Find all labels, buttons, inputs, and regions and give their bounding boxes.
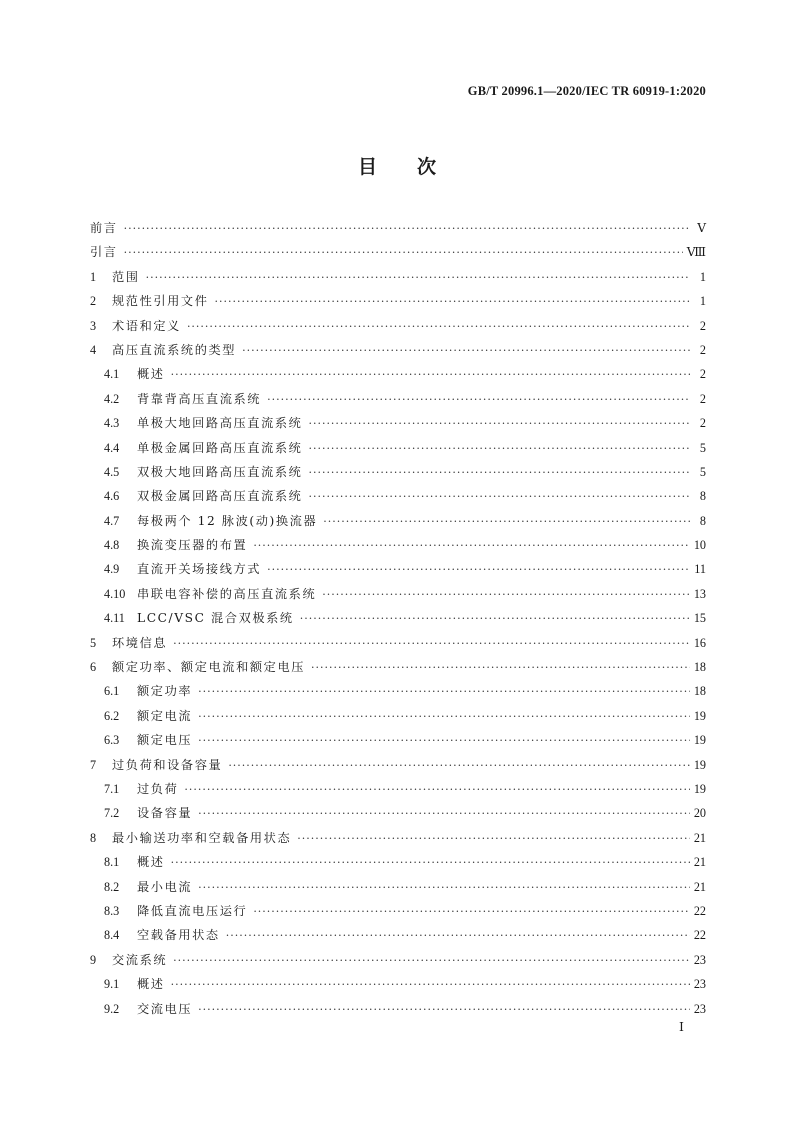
toc-entry-title: 范围 bbox=[112, 269, 140, 284]
toc-entry[interactable] bbox=[90, 655, 706, 679]
toc-entry[interactable] bbox=[90, 460, 706, 484]
toc-entry-page: 1 bbox=[699, 269, 706, 284]
toc-entry-page: 2 bbox=[699, 318, 706, 333]
toc-entry-number: 4.6 bbox=[104, 489, 120, 504]
toc-entry[interactable] bbox=[90, 314, 706, 338]
toc-entry-page: Ⅷ bbox=[686, 245, 706, 260]
toc-entry-title: 双极金属回路高压直流系统 bbox=[137, 489, 303, 504]
toc-entry[interactable] bbox=[90, 387, 706, 411]
toc-entry-number: 4.7 bbox=[104, 513, 120, 528]
toc-entry-page: 5 bbox=[699, 440, 706, 455]
toc-entry-number: 8.4 bbox=[104, 928, 120, 943]
toc-entry-title: 额定功率、额定电流和额定电压 bbox=[112, 660, 306, 675]
toc-dot-leader bbox=[228, 754, 690, 778]
toc-dot-leader bbox=[171, 851, 690, 875]
toc-entry-title: 直流开关场接线方式 bbox=[137, 562, 262, 577]
toc-entry-page: 23 bbox=[693, 977, 706, 992]
toc-entry-title: 规范性引用文件 bbox=[112, 294, 209, 309]
table-of-contents bbox=[90, 216, 706, 1021]
toc-dot-leader bbox=[311, 656, 690, 680]
toc-entry-page: 22 bbox=[693, 928, 706, 943]
toc-entry[interactable] bbox=[90, 679, 706, 703]
toc-entry[interactable] bbox=[90, 923, 706, 947]
toc-entry-title: 高压直流系统的类型 bbox=[112, 342, 237, 357]
toc-dot-leader bbox=[226, 924, 690, 948]
toc-entry-page: 2 bbox=[699, 367, 706, 382]
toc-entry-title: 串联电容补偿的高压直流系统 bbox=[137, 586, 317, 601]
toc-entry-number: 8.1 bbox=[104, 855, 120, 870]
toc-entry-title: 额定功率 bbox=[137, 684, 193, 699]
toc-dot-leader bbox=[171, 363, 690, 387]
toc-dot-leader bbox=[308, 412, 690, 436]
toc-entry-page: 10 bbox=[693, 538, 706, 553]
toc-entry-number: 6.2 bbox=[104, 708, 120, 723]
toc-entry[interactable] bbox=[90, 997, 706, 1021]
toc-entry-page: 18 bbox=[693, 660, 706, 675]
toc-entry-number: 9 bbox=[90, 952, 97, 967]
toc-entry-title: 单极金属回路高压直流系统 bbox=[137, 440, 303, 455]
toc-entry-page: 21 bbox=[693, 855, 706, 870]
toc-entry-number: 4.5 bbox=[104, 464, 120, 479]
toc-entry-title: 概述 bbox=[137, 977, 165, 992]
toc-entry-title: 背靠背高压直流系统 bbox=[137, 391, 262, 406]
toc-entry-number: 4.8 bbox=[104, 538, 120, 553]
toc-entry[interactable] bbox=[90, 704, 706, 728]
page-title: 目次 bbox=[357, 156, 476, 178]
toc-dot-leader bbox=[146, 266, 690, 290]
toc-entry-title: LCC/VSC 混合双极系统 bbox=[137, 611, 294, 626]
toc-dot-leader bbox=[253, 900, 690, 924]
toc-dot-leader bbox=[297, 827, 690, 851]
toc-dot-leader bbox=[198, 876, 690, 900]
toc-entry[interactable] bbox=[90, 777, 706, 801]
toc-dot-leader bbox=[171, 973, 690, 997]
toc-entry-number: 3 bbox=[90, 318, 97, 333]
toc-entry-page: 19 bbox=[693, 757, 706, 772]
toc-entry-number: 4.4 bbox=[104, 440, 120, 455]
toc-entry-title: 交流系统 bbox=[112, 952, 168, 967]
toc-entry-page: 5 bbox=[699, 464, 706, 479]
toc-entry-page: 23 bbox=[693, 1001, 706, 1016]
toc-dot-leader bbox=[198, 998, 690, 1022]
toc-entry[interactable] bbox=[90, 753, 706, 777]
toc-entry[interactable] bbox=[90, 557, 706, 581]
toc-entry[interactable] bbox=[90, 216, 706, 240]
toc-entry-number: 1 bbox=[90, 269, 97, 284]
toc-entry-page: 23 bbox=[693, 952, 706, 967]
toc-entry-page: 8 bbox=[699, 513, 706, 528]
toc-entry-number: 6.3 bbox=[104, 733, 120, 748]
toc-entry[interactable] bbox=[90, 509, 706, 533]
toc-entry[interactable] bbox=[90, 631, 706, 655]
toc-entry-number: 9.1 bbox=[104, 977, 120, 992]
toc-entry-title: 空载备用状态 bbox=[137, 928, 220, 943]
toc-entry-title: 环境信息 bbox=[112, 635, 168, 650]
toc-entry-page: 21 bbox=[693, 830, 706, 845]
toc-dot-leader bbox=[215, 290, 690, 314]
toc-dot-leader bbox=[267, 558, 690, 582]
toc-entry[interactable] bbox=[90, 436, 706, 460]
toc-entry-number: 6 bbox=[90, 660, 97, 675]
toc-dot-leader bbox=[308, 437, 690, 461]
toc-entry-title: 概述 bbox=[137, 367, 165, 382]
toc-entry[interactable] bbox=[90, 606, 706, 630]
toc-entry-number: 7.1 bbox=[104, 781, 120, 796]
toc-entry-title: 前言 bbox=[90, 221, 118, 235]
toc-dot-leader bbox=[173, 949, 690, 973]
standard-number: GB/T 20996.1—2020/IEC TR 60919-1:2020 bbox=[467, 84, 706, 98]
toc-entry-page: 21 bbox=[693, 879, 706, 894]
toc-dot-leader bbox=[300, 607, 690, 631]
toc-entry[interactable] bbox=[90, 728, 706, 752]
toc-entry-title: 额定电流 bbox=[137, 708, 193, 723]
toc-entry-title: 额定电压 bbox=[137, 733, 193, 748]
toc-entry-page: 19 bbox=[693, 733, 706, 748]
toc-entry-page: 11 bbox=[694, 562, 706, 577]
toc-entry-title: 交流电压 bbox=[137, 1001, 193, 1016]
toc-dot-leader bbox=[267, 388, 690, 412]
toc-dot-leader bbox=[173, 632, 690, 656]
toc-entry[interactable] bbox=[90, 411, 706, 435]
toc-entry-number: 5 bbox=[90, 635, 97, 650]
toc-entry-page: Ⅴ bbox=[697, 221, 706, 235]
toc-entry-page: 2 bbox=[699, 342, 706, 357]
toc-dot-leader bbox=[323, 510, 690, 534]
toc-entry-number: 7 bbox=[90, 757, 97, 772]
toc-entry-number: 4.2 bbox=[104, 391, 120, 406]
toc-entry-number: 2 bbox=[90, 294, 97, 309]
toc-entry-title: 过负荷和设备容量 bbox=[112, 757, 223, 772]
toc-dot-leader bbox=[198, 802, 690, 826]
toc-entry[interactable] bbox=[90, 362, 706, 386]
toc-entry-title: 最小输送功率和空载备用状态 bbox=[112, 830, 292, 845]
toc-entry-number: 4.3 bbox=[104, 416, 120, 431]
toc-entry-page: 1 bbox=[699, 294, 706, 309]
toc-dot-leader bbox=[242, 339, 690, 363]
toc-entry-number: 8 bbox=[90, 830, 97, 845]
toc-entry[interactable] bbox=[90, 289, 706, 313]
toc-entry-number: 4.9 bbox=[104, 562, 120, 577]
toc-entry-title: 设备容量 bbox=[137, 806, 193, 821]
toc-entry-page: 20 bbox=[693, 806, 706, 821]
toc-entry-title: 双极大地回路高压直流系统 bbox=[137, 464, 303, 479]
toc-entry-number: 6.1 bbox=[104, 684, 120, 699]
page-number: Ⅰ bbox=[679, 1020, 684, 1034]
toc-entry-page: 19 bbox=[693, 708, 706, 723]
toc-entry-page: 15 bbox=[693, 611, 706, 626]
toc-dot-leader bbox=[322, 583, 690, 607]
toc-entry[interactable] bbox=[90, 899, 706, 923]
toc-entry[interactable] bbox=[90, 582, 706, 606]
toc-entry-number: 9.2 bbox=[104, 1001, 120, 1016]
toc-entry[interactable] bbox=[90, 533, 706, 557]
toc-dot-leader bbox=[253, 534, 690, 558]
toc-entry-title: 术语和定义 bbox=[112, 318, 181, 333]
toc-entry-page: 13 bbox=[693, 586, 706, 601]
toc-entry[interactable] bbox=[90, 240, 706, 264]
toc-entry[interactable] bbox=[90, 801, 706, 825]
toc-entry-number: 4.10 bbox=[104, 586, 126, 601]
toc-entry[interactable] bbox=[90, 850, 706, 874]
toc-entry-title: 每极两个 12 脉波(动)换流器 bbox=[137, 513, 318, 528]
toc-entry-title: 最小电流 bbox=[137, 879, 193, 894]
toc-entry[interactable] bbox=[90, 826, 706, 850]
toc-entry-title: 引言 bbox=[90, 245, 118, 260]
toc-entry-number: 4.1 bbox=[104, 367, 120, 382]
toc-entry-number: 7.2 bbox=[104, 806, 120, 821]
toc-entry-page: 16 bbox=[693, 635, 706, 650]
toc-entry-page: 2 bbox=[699, 416, 706, 431]
toc-entry-title: 概述 bbox=[137, 855, 165, 870]
toc-entry[interactable] bbox=[90, 338, 706, 362]
toc-entry-title: 单极大地回路高压直流系统 bbox=[137, 416, 303, 431]
toc-entry-page: 18 bbox=[693, 684, 706, 699]
toc-entry-page: 8 bbox=[699, 489, 706, 504]
toc-entry[interactable] bbox=[90, 972, 706, 996]
toc-dot-leader bbox=[124, 217, 690, 241]
toc-dot-leader bbox=[198, 705, 690, 729]
toc-entry-page: 2 bbox=[699, 391, 706, 406]
toc-entry-number: 8.2 bbox=[104, 879, 120, 894]
toc-entry[interactable] bbox=[90, 484, 706, 508]
toc-dot-leader bbox=[308, 485, 690, 509]
toc-dot-leader bbox=[184, 778, 689, 802]
toc-dot-leader bbox=[308, 461, 690, 485]
toc-entry[interactable] bbox=[90, 875, 706, 899]
toc-dot-leader bbox=[187, 315, 690, 339]
toc-dot-leader bbox=[198, 680, 690, 704]
toc-entry-title: 换流变压器的布置 bbox=[137, 538, 248, 553]
toc-entry-page: 19 bbox=[693, 781, 706, 796]
toc-entry-number: 4 bbox=[90, 342, 97, 357]
toc-entry-page: 22 bbox=[693, 903, 706, 918]
toc-entry-number: 4.11 bbox=[104, 611, 125, 626]
toc-entry-number: 8.3 bbox=[104, 903, 120, 918]
toc-dot-leader bbox=[198, 729, 690, 753]
toc-entry-title: 降低直流电压运行 bbox=[137, 903, 248, 918]
toc-entry[interactable] bbox=[90, 948, 706, 972]
toc-entry[interactable] bbox=[90, 265, 706, 289]
toc-entry-title: 过负荷 bbox=[137, 781, 179, 796]
toc-dot-leader bbox=[124, 241, 683, 265]
